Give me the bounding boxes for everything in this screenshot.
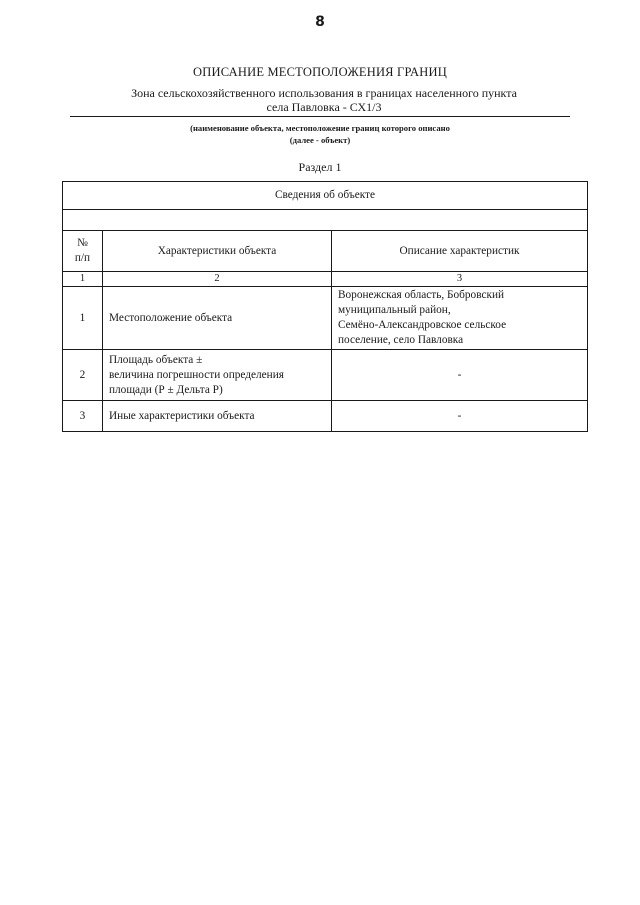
- row-description: -: [332, 350, 588, 401]
- section-label: Раздел 1: [298, 160, 342, 174]
- blank-cell: [63, 210, 588, 231]
- page-number: 8: [315, 14, 325, 30]
- title-underline: [70, 116, 570, 117]
- object-caption: [0, 122, 640, 146]
- row-characteristic: Местоположение объекта: [103, 287, 332, 350]
- subtitle-line-2: села Павловка - СХ1/3: [266, 100, 382, 114]
- header-num: № п/п: [63, 231, 103, 272]
- row-num: 2: [63, 350, 103, 401]
- table-header-row: [63, 231, 588, 272]
- column-number: 2: [103, 272, 332, 287]
- subtitle-line-1: Зона сельскохозяйственного использования в границах населенного пункта: [131, 86, 517, 100]
- row-description: -: [332, 401, 588, 432]
- header-description: Описание характеристик: [332, 231, 588, 272]
- table-row: [63, 401, 588, 432]
- header-characteristics: Характеристики объекта: [103, 231, 332, 272]
- caption-line-1: (наименование объекта, местоположение границ которого описано: [190, 123, 450, 133]
- row-num: 1: [63, 287, 103, 350]
- column-numbers-row: [63, 272, 588, 287]
- column-number: 1: [63, 272, 103, 287]
- row-num: 3: [63, 401, 103, 432]
- column-number: 3: [332, 272, 588, 287]
- table-blank-row: [63, 210, 588, 231]
- object-subtitle: [80, 86, 568, 114]
- table-row: [63, 287, 588, 350]
- row-description: Воронежская область, Бобровский муниципальный район, Семёно-Александровское сельское поселение, село Павловка: [332, 287, 588, 350]
- table-title: Сведения об объекте: [63, 182, 588, 210]
- caption-line-2: (далее - объект): [289, 135, 351, 145]
- row-characteristic: Иные характеристики объекта: [103, 401, 332, 432]
- document-heading: ОПИСАНИЕ МЕСТОПОЛОЖЕНИЯ ГРАНИЦ: [193, 65, 447, 79]
- row-characteristic: Площадь объекта ± величина погрешности определения площади (Р ± Дельта Р): [103, 350, 332, 401]
- table-row: [63, 350, 588, 401]
- object-info-table: [62, 181, 588, 432]
- table-title-row: [63, 182, 588, 210]
